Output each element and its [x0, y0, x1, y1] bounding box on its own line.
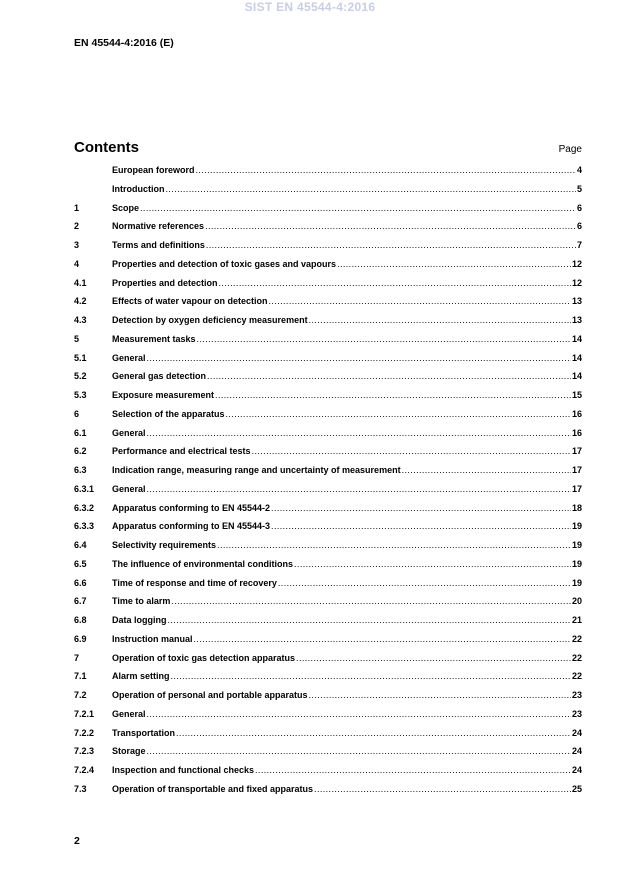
toc-entry-title: Exposure measurement [112, 390, 215, 400]
toc-entry-page: 22 [571, 671, 582, 682]
toc-entry-number: 6.3.1 [74, 483, 95, 494]
toc-entry-number: 5 [74, 333, 80, 344]
toc-dot-leader [147, 353, 571, 363]
toc-entry-number: 7.2 [74, 690, 87, 700]
toc-entry-number: 7.2.4 [74, 765, 95, 775]
toc-entry-page: 19 [571, 521, 582, 532]
toc-entry-title: Terms and definitions [112, 240, 205, 250]
toc-entry-title: General [112, 708, 146, 719]
toc-entry[interactable] [74, 390, 582, 409]
toc-entry-title: Scope [112, 202, 140, 213]
toc-dot-leader [166, 184, 576, 194]
toc-entry-number: 7.2.3 [74, 746, 95, 757]
toc-entry-title: Properties and detection [112, 277, 218, 288]
toc-entry-title: Time to alarm [112, 596, 171, 607]
toc-entry-number: 6.2 [74, 446, 87, 457]
toc-entry-page: 17 [571, 465, 582, 475]
toc-entry[interactable] [74, 221, 582, 240]
toc-entry-title: Normative references [112, 221, 205, 232]
toc-dot-leader [196, 165, 576, 175]
toc-entry-number: 2 [74, 221, 80, 232]
toc-entry-title: Selection of the apparatus [112, 408, 225, 419]
toc-entry-page: 21 [571, 615, 582, 625]
toc-entry-page: 14 [571, 333, 582, 344]
toc-entry[interactable] [74, 203, 582, 222]
toc-entry[interactable] [74, 315, 582, 334]
toc-entry-page: 14 [571, 352, 582, 363]
toc-entry[interactable] [74, 428, 582, 447]
toc-entry-title: Time of response and time of recovery [112, 577, 277, 588]
toc-entry-page: 13 [571, 315, 582, 325]
toc-dot-leader [226, 409, 571, 419]
toc-entry-title: General gas detection [112, 371, 207, 382]
toc-dot-leader [271, 503, 571, 513]
toc-entry-number: 7.2.1 [74, 708, 95, 719]
toc-entry-number: 6.3 [74, 465, 87, 475]
toc-entry-number: 5.2 [74, 371, 87, 382]
toc-entry[interactable] [74, 746, 582, 765]
toc-entry-title: European foreword [112, 165, 195, 175]
toc-entry[interactable] [74, 296, 582, 315]
toc-dot-leader [402, 465, 571, 475]
toc-entry-number: 6.7 [74, 596, 87, 607]
toc-dot-leader [147, 484, 571, 494]
toc-entry-page: 6 [576, 221, 582, 232]
toc-entry[interactable] [74, 371, 582, 390]
toc-entry-number: 6 [74, 408, 80, 419]
toc-entry-title: Selectivity requirements [112, 540, 217, 550]
toc-entry-number: 4 [74, 258, 80, 269]
toc-entry[interactable] [74, 446, 582, 465]
toc-entry-page: 5 [576, 183, 582, 194]
toc-dot-leader [271, 521, 571, 531]
toc-dot-leader [147, 746, 571, 756]
toc-dot-leader [217, 540, 571, 550]
toc-entry-page: 17 [571, 446, 582, 457]
toc-entry-page: 23 [571, 708, 582, 719]
toc-entry[interactable] [74, 709, 582, 728]
toc-entry-number: 6.3.3 [74, 521, 95, 532]
toc-entry-page: 16 [571, 427, 582, 438]
toc-entry-number: 6.1 [74, 427, 87, 438]
toc-entry-page: 18 [571, 502, 582, 513]
toc-dot-leader [252, 446, 571, 456]
toc-entry-number: 5.3 [74, 390, 87, 400]
toc-dot-leader [147, 709, 571, 719]
toc-entry-page: 4 [576, 165, 582, 175]
toc-entry-page: 23 [571, 690, 582, 700]
toc-entry[interactable] [74, 653, 582, 672]
toc-entry-title: Instruction manual [112, 633, 193, 644]
toc-entry-number: 7.3 [74, 783, 87, 794]
page-number: 2 [74, 835, 80, 847]
toc-dot-leader [147, 428, 571, 438]
toc-entry-page: 12 [571, 277, 582, 288]
toc-entry-title: Measurement tasks [112, 333, 196, 344]
toc-dot-leader [309, 315, 571, 325]
toc-dot-leader [194, 634, 571, 644]
toc-entry-page: 16 [571, 408, 582, 419]
toc-entry-number: 6.5 [74, 558, 87, 569]
toc-entry-page: 7 [576, 240, 582, 250]
toc-entry[interactable] [74, 559, 582, 578]
toc-entry-page: 25 [571, 783, 582, 794]
toc-dot-leader [168, 615, 571, 625]
toc-dot-leader [171, 671, 571, 681]
toc-entry[interactable] [74, 278, 582, 297]
toc-entry[interactable] [74, 765, 582, 784]
toc-entry-number: 3 [74, 240, 80, 250]
toc-entry-number: 6.9 [74, 633, 87, 644]
toc-entry-page: 22 [571, 633, 582, 644]
toc-entry-page: 15 [571, 390, 582, 400]
toc-entry-title: General [112, 427, 146, 438]
toc-dot-leader [296, 653, 571, 663]
toc-entry[interactable] [74, 184, 582, 203]
toc-entry[interactable] [74, 259, 582, 278]
toc-dot-leader [140, 203, 576, 213]
toc-entry[interactable] [74, 578, 582, 597]
toc-entry-number: 6.3.2 [74, 502, 95, 513]
toc-entry[interactable] [74, 353, 582, 372]
toc-entry-page: 17 [571, 483, 582, 494]
table-of-contents [74, 165, 582, 803]
toc-entry-number: 1 [74, 202, 80, 213]
toc-dot-leader [278, 578, 571, 588]
toc-entry[interactable] [74, 409, 582, 428]
toc-entry-number: 7.1 [74, 671, 87, 682]
toc-entry[interactable] [74, 334, 582, 353]
toc-entry-title: General [112, 483, 146, 494]
toc-dot-leader [207, 371, 571, 381]
toc-entry-title: General [112, 352, 146, 363]
toc-entry-title: Indication range, measuring range and uncertainty of measurement [112, 465, 401, 475]
toc-entry-page: 20 [571, 596, 582, 607]
toc-entry-page: 19 [571, 540, 582, 550]
toc-entry-title: Properties and detection of toxic gases and vapours [112, 258, 337, 269]
toc-entry-title: Operation of toxic gas detection apparatus [112, 652, 296, 663]
toc-entry-title: Performance and electrical tests [112, 446, 251, 457]
toc-entry-number: 7.2.2 [74, 727, 95, 738]
toc-entry-page: 19 [571, 577, 582, 588]
toc-entry-title: Operation of transportable and fixed apparatus [112, 783, 314, 794]
toc-entry-title: Effects of water vapour on detection [112, 296, 268, 307]
toc-entry-number: 6.8 [74, 615, 87, 625]
toc-dot-leader [205, 221, 576, 231]
toc-entry-title: Operation of personal and portable apparatus [112, 690, 308, 700]
toc-entry[interactable] [74, 503, 582, 522]
toc-entry-title: Inspection and functional checks [112, 765, 255, 775]
toc-dot-leader [294, 559, 571, 569]
toc-entry-number: 4.3 [74, 315, 87, 325]
toc-entry-number: 7 [74, 652, 80, 663]
toc-entry[interactable] [74, 240, 582, 259]
toc-entry-page: 24 [571, 765, 582, 775]
toc-dot-leader [255, 765, 571, 775]
toc-entry-number: 4.2 [74, 296, 87, 307]
toc-entry-page: 13 [571, 296, 582, 307]
toc-entry-page: 24 [571, 727, 582, 738]
toc-entry-title: Alarm setting [112, 671, 170, 682]
toc-entry[interactable] [74, 465, 582, 484]
toc-entry-title: Detection by oxygen deficiency measurement [112, 315, 308, 325]
toc-dot-leader [206, 240, 576, 250]
toc-entry-page: 12 [571, 258, 582, 269]
toc-entry-title: Introduction [112, 183, 165, 194]
toc-dot-leader [309, 690, 571, 700]
toc-entry[interactable] [74, 165, 582, 184]
toc-dot-leader [197, 334, 571, 344]
toc-dot-leader [337, 259, 571, 269]
toc-dot-leader [176, 728, 571, 738]
document-id-header: EN 45544-4:2016 (E) [74, 37, 174, 49]
toc-entry[interactable] [74, 671, 582, 690]
toc-entry[interactable] [74, 596, 582, 615]
toc-entry-title: Transportation [112, 727, 176, 738]
toc-entry-number: 6.4 [74, 540, 87, 550]
toc-dot-leader [314, 784, 571, 794]
toc-entry[interactable] [74, 615, 582, 634]
toc-entry[interactable] [74, 784, 582, 803]
toc-dot-leader [269, 296, 571, 306]
toc-dot-leader [219, 278, 571, 288]
toc-entry-title: Apparatus conforming to EN 45544-3 [112, 521, 271, 532]
toc-entry-title: Apparatus conforming to EN 45544-2 [112, 502, 271, 513]
toc-entry-title: The influence of environmental conditions [112, 558, 294, 569]
toc-entry-page: 24 [571, 746, 582, 757]
toc-entry-number: 5.1 [74, 352, 87, 363]
toc-entry[interactable] [74, 521, 582, 540]
toc-entry-title: Data logging [112, 615, 167, 625]
toc-entry-page: 6 [576, 202, 582, 213]
toc-entry-page: 14 [571, 371, 582, 382]
toc-entry[interactable] [74, 728, 582, 747]
contents-heading-row [74, 136, 582, 156]
toc-entry-title: Storage [112, 746, 146, 757]
toc-entry-page: 19 [571, 558, 582, 569]
toc-entry-number: 4.1 [74, 277, 87, 288]
toc-entry[interactable] [74, 634, 582, 653]
toc-dot-leader [171, 596, 571, 606]
toc-entry[interactable] [74, 690, 582, 709]
page-column-label: Page [558, 144, 582, 155]
toc-entry-page: 22 [571, 652, 582, 663]
toc-entry[interactable] [74, 540, 582, 559]
toc-entry[interactable] [74, 484, 582, 503]
toc-entry-number: 6.6 [74, 577, 87, 588]
contents-title: Contents [74, 139, 139, 156]
watermark-text: SIST EN 45544-4:2016 [244, 0, 376, 14]
toc-dot-leader [215, 390, 571, 400]
